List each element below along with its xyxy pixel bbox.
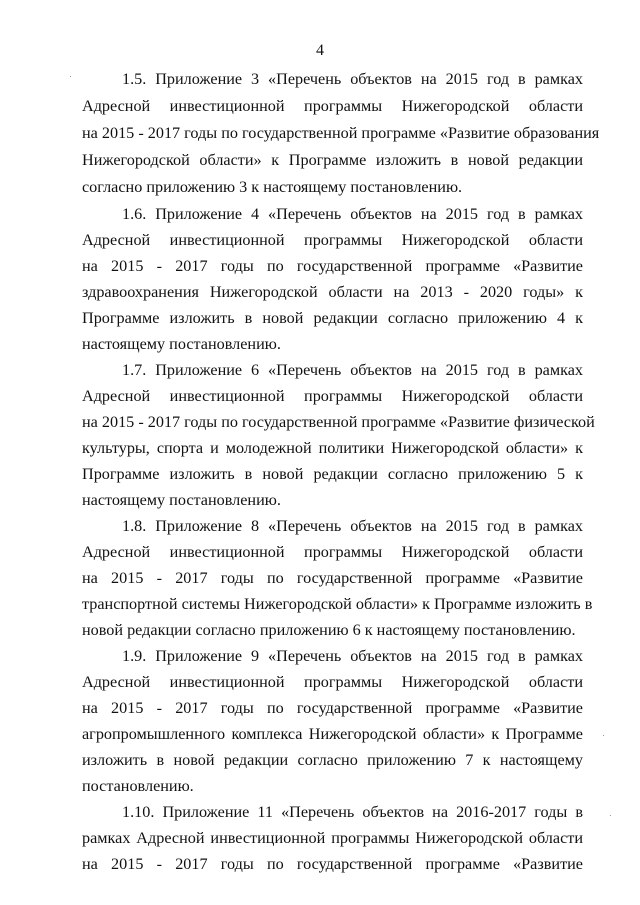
paragraph-1-7-line-1: 1.7. Приложение 6 «Перечень объектов на 2015 год в рамках <box>122 361 583 379</box>
paragraph-1-5-line-1: 1.5. Приложение 3 «Перечень объектов на 2015 год в рамках <box>122 70 583 88</box>
paragraph-1-9-line-1: 1.9. Приложение 9 «Перечень объектов на 2015 год в рамках <box>122 647 583 665</box>
scan-speck <box>603 735 604 736</box>
paragraph-1-10-line-3: на 2015 - 2017 годы по государственной программе «Развитие <box>82 855 583 873</box>
paragraph-1-6-line-4: здравоохранения Нижегородской области на 2013 - 2020 годы» к <box>82 283 583 301</box>
paragraph-1-6-line-5: Программе изложить в новой редакции согласно приложению 4 к <box>82 309 583 327</box>
page-number: 4 <box>316 42 324 59</box>
paragraph-1-6-line-6: настоящему постановлению. <box>82 335 281 353</box>
paragraph-1-5-line-5: согласно приложению 3 к настоящему постановлению. <box>82 178 463 196</box>
paragraph-1-10-line-1: 1.10. Приложение 11 «Перечень объектов на 2016-2017 годы в <box>122 803 583 821</box>
scan-speck <box>610 815 611 816</box>
paragraph-1-7-line-5: Программе изложить в новой редакции согласно приложению 5 к <box>82 465 583 483</box>
paragraph-1-8-line-1: 1.8. Приложение 8 «Перечень объектов на 2015 год в рамках <box>122 517 583 535</box>
paragraph-1-9-line-4: агропромышленного комплекса Нижегородской области» к Программе <box>82 725 583 743</box>
paragraph-1-6-line-1: 1.6. Приложение 4 «Перечень объектов на 2015 год в рамках <box>122 205 583 223</box>
paragraph-1-9-line-6: постановлению. <box>82 777 194 795</box>
paragraph-1-10-line-2: рамках Адресной инвестиционной программы Нижегородской области <box>82 829 583 847</box>
paragraph-1-7-line-4: культуры, спорта и молодежной политики Нижегородской области» к <box>82 439 583 457</box>
paragraph-1-7-line-2: Адресной инвестиционной программы Нижегородской области <box>82 387 583 405</box>
paragraph-1-8-line-5: новой редакции согласно приложению 6 к настоящему постановлению. <box>82 621 576 639</box>
paragraph-1-5-line-2: Адресной инвестиционной программы Нижегородской области <box>82 97 583 115</box>
paragraph-1-9-line-3: на 2015 - 2017 годы по государственной программе «Развитие <box>82 699 583 717</box>
paragraph-1-6-line-3: на 2015 - 2017 годы по государственной программе «Развитие <box>82 257 583 275</box>
paragraph-1-8-line-4: транспортной системы Нижегородской области» к Программе изложить в <box>82 595 593 613</box>
paragraph-1-7-line-6: настоящему постановлению. <box>82 491 281 509</box>
paragraph-1-5-line-3: на 2015 - 2017 годы по государственной программе «Развитие образования <box>82 124 600 142</box>
paragraph-1-9-line-5: изложить в новой редакции согласно приложению 7 к настоящему <box>82 751 583 769</box>
scan-speck <box>70 76 71 77</box>
paragraph-1-8-line-3: на 2015 - 2017 годы по государственной программе «Развитие <box>82 569 583 587</box>
paragraph-1-8-line-2: Адресной инвестиционной программы Нижегородской области <box>82 543 583 561</box>
paragraph-1-7-line-3: на 2015 - 2017 годы по государственной программе «Развитие физической <box>82 413 595 431</box>
paragraph-1-5-line-4: Нижегородской области» к Программе изложить в новой редакции <box>82 151 583 169</box>
paragraph-1-6-line-2: Адресной инвестиционной программы Нижегородской области <box>82 231 583 249</box>
paragraph-1-9-line-2: Адресной инвестиционной программы Нижегородской области <box>82 673 583 691</box>
